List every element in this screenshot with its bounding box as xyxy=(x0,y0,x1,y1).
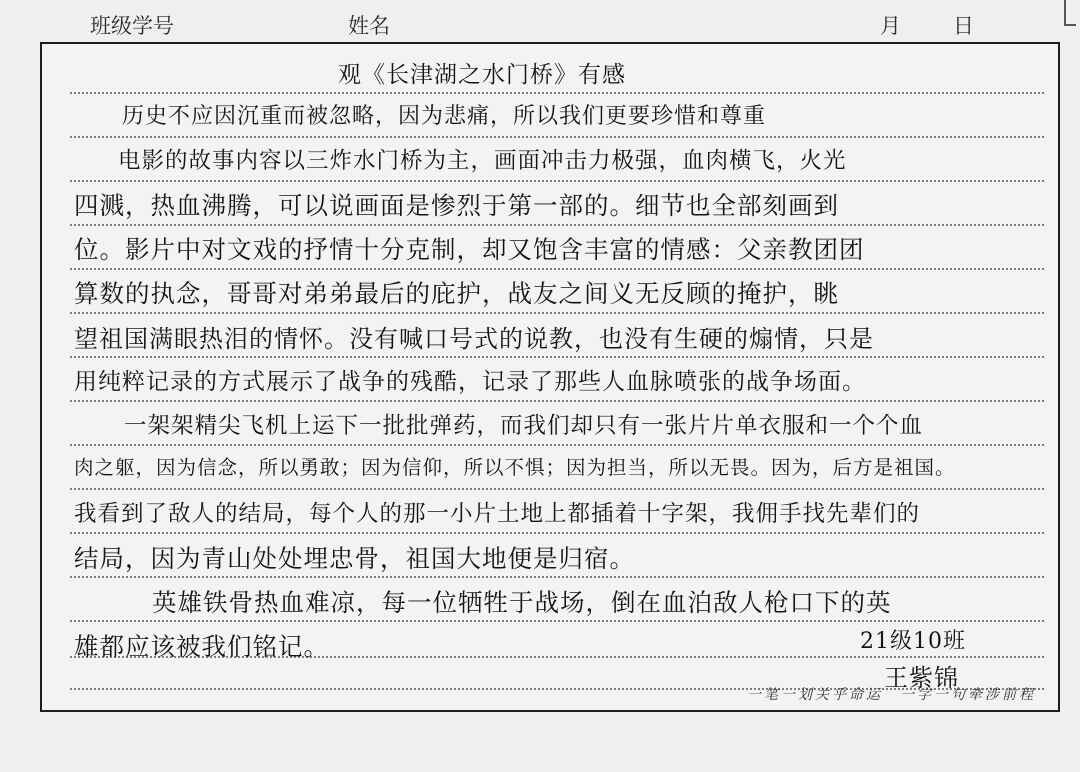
author-signature: 王紫锦 xyxy=(884,664,959,692)
class-signature: 21级10班 xyxy=(860,629,966,654)
essay-line: 历史不应因沉重而被忽略，因为悲痛，所以我们更要珍惜和尊重 xyxy=(122,104,767,129)
essay-line: 我看到了敌人的结局，每个人的那一小片土地上都插着十字架，我佣手找先辈们的 xyxy=(74,501,921,527)
rule-line xyxy=(70,576,1044,578)
footer-motto: 一笔一划关乎命运 一字一句牵涉前程 xyxy=(747,687,1036,703)
essay-line: 四溅，热血沸腾，可以说画面是惨烈于第一部的。细节也全部刻画到 xyxy=(74,191,839,220)
page-edge-mark xyxy=(1064,0,1076,26)
rule-line xyxy=(70,488,1044,490)
name-label: 姓名 xyxy=(348,14,390,38)
day-label: 日 xyxy=(953,14,974,38)
essay-line: 位。影片中对文戏的抒情十分克制，却又饱含丰富的情感：父亲教团团 xyxy=(74,235,865,264)
essay-line: 雄都应该被我们铭记。 xyxy=(74,632,329,661)
rule-line xyxy=(70,312,1044,314)
rule-line xyxy=(70,532,1044,534)
essay-title: 观《长津湖之水门桥》有感 xyxy=(338,62,626,88)
rule-line xyxy=(70,92,1044,94)
class-number-label: 班级学号 xyxy=(90,14,174,38)
rule-line xyxy=(70,268,1044,270)
essay-line: 英雄铁骨热血难凉，每一位牺牲于战场，倒在血泊敌人枪口下的英 xyxy=(152,588,892,617)
rule-line xyxy=(70,356,1044,358)
rule-line xyxy=(70,136,1044,138)
rule-line xyxy=(70,180,1044,182)
rule-line xyxy=(70,620,1044,622)
essay-line: 电影的故事内容以三炸水门桥为主，画面冲击力极强，血肉横飞，火光 xyxy=(118,148,847,174)
rule-line xyxy=(70,444,1044,446)
essay-line: 肉之躯，因为信念，所以勇敢；因为信仰，所以不惧；因为担当，所以无畏。因为，后方是祖国。 xyxy=(74,456,956,479)
essay-line: 算数的执念，哥哥对弟弟最后的庇护，战友之间义无反顾的掩护，眺 xyxy=(74,279,839,308)
essay-line: 用纯粹记录的方式展示了战争的残酷，记录了那些人血脉喷张的战争场面。 xyxy=(74,369,866,395)
essay-line: 望祖国满眼热泪的情怀。没有喊口号式的说教，也没有生硬的煽情，只是 xyxy=(74,325,874,353)
month-label: 月 xyxy=(880,14,901,38)
rule-line xyxy=(70,400,1044,402)
ruled-sheet xyxy=(40,42,1060,712)
essay-line: 一架架精尖飞机上运下一批批弹药，而我们却只有一张片片单衣服和一个个血 xyxy=(124,413,924,439)
rule-line xyxy=(70,224,1044,226)
essay-line: 结局，因为青山处处埋忠骨，祖国大地便是归宿。 xyxy=(74,544,635,573)
